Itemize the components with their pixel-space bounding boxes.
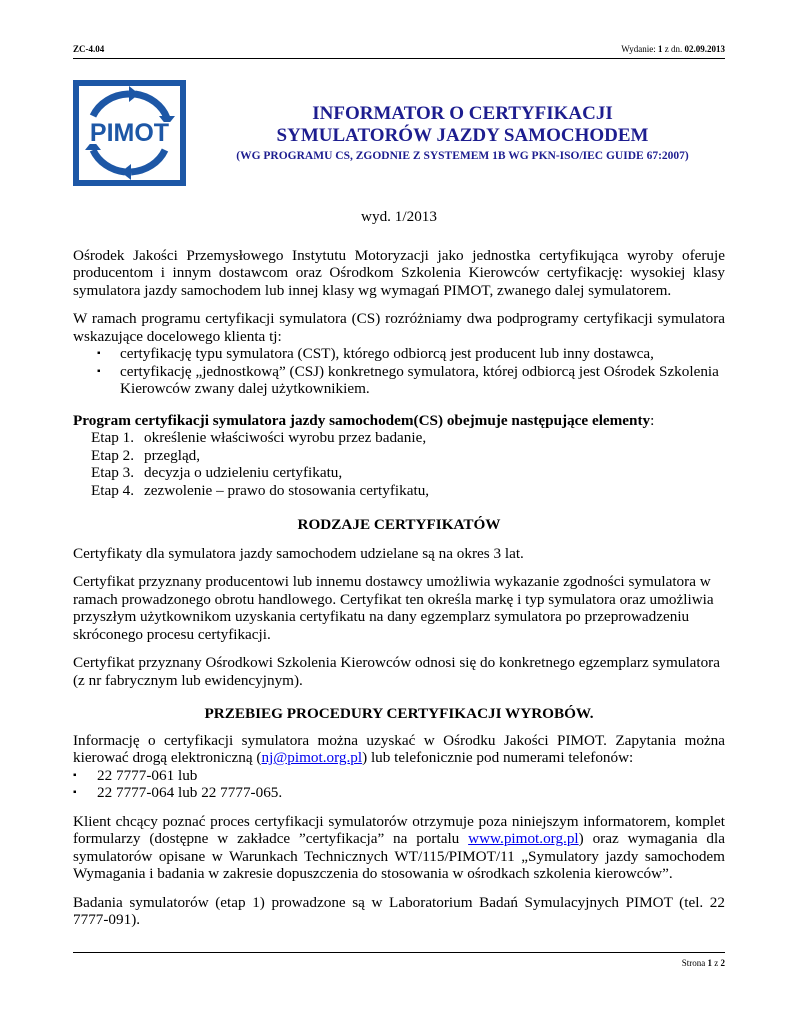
title-line-1: INFORMATOR O CERTYFIKACJI	[312, 103, 613, 124]
page-footer	[73, 952, 725, 971]
list-item: Etap 2. przegląd,	[91, 446, 201, 464]
title-line-3: (WG PROGRAMU CS, ZGODNIE Z SYSTEMEM 1B WG PKN-ISO/IEC GUIDE 67:2007)	[236, 150, 689, 162]
list-item: ▪ 22 7777-061 lub	[73, 766, 198, 784]
list-item: Etap 4. zezwolenie – prawo do stosowania certyfikatu,	[91, 481, 430, 499]
lab-paragraph: Badania symulatorów (etap 1) prowadzone są w Laboratorium Badań Symulacyjnych PIMOT (tel. 22 7777-091).	[73, 893, 725, 928]
page-number: Strona 1 z 2	[681, 958, 725, 968]
website-link[interactable]: www.pimot.org.pl	[468, 830, 579, 847]
page-header	[73, 44, 725, 59]
cert-types-p2: Certyfikat przyznany producentowi lub innemu dostawcy umożliwia wykazanie zgodności symulatora w ramach prowadzonego obrotu handlowego. Certyfikat ten określa markę i typ symulatora oraz umożliwia przyszłym użytkownikom uzyskania certyfikatu na dany egzemplarz symulatora po przeprowadzeniu skróconego procesu certyfikacji.	[73, 573, 714, 643]
stages-list	[73, 429, 725, 499]
phones-list	[73, 767, 725, 802]
programs-list	[73, 345, 725, 398]
cert-types-p1: Certyfikaty dla symulatora jazdy samochodem udzielane są na okres 3 lat.	[73, 544, 524, 562]
list-item: ▪ 22 7777-064 lub 22 7777-065.	[73, 784, 283, 801]
document-body	[73, 208, 725, 929]
list-item: Etap 3. decyzja o udzieleniu certyfikatu,	[91, 464, 343, 481]
edition-info: Wydanie: 1 z dn. 02.09.2013	[621, 44, 725, 54]
cert-types-p3: Certyfikat przyznany Ośrodkowi Szkolenia Kierowców odnosi się do konkretnego egzemplarz symulatora (z nr fabrycznym lub ewidencyjnym).	[73, 654, 720, 689]
contact-paragraph: Informację o certyfikacji symulatora można uzyskać w Ośrodku Jakości PIMOT. Zapytania można kierować drogą elektroniczną (nj@pimot.org.pl) lub telefonicznie pod numerami telefonów:	[73, 731, 725, 766]
doc-code: ZC-4.04	[73, 44, 105, 54]
list-item: ▪ certyfikację „jednostkową” (CSJ) konkretnego symulatora, której odbiorcą jest Ośrodek Szkolenia Kierowców zwany dalej użytkownikiem.	[97, 362, 719, 397]
programs-intro: W ramach programu certyfikacji symulatora (CS) rozróżniamy dwa podprogramy certyfikacji symulatora wskazujące docelowego klienta tj:	[73, 310, 725, 345]
email-link[interactable]: nj@pimot.org.pl	[261, 749, 363, 766]
logo-text: PIMOT	[89, 119, 170, 147]
edition-line: wyd. 1/2013	[361, 208, 437, 225]
section-heading-procedure: PRZEBIEG PROCEDURY CERTYFIKACJI WYROBÓW.	[204, 705, 594, 722]
section-heading-cert-types: RODZAJE CERTYFIKATÓW	[297, 516, 501, 533]
list-item: Etap 1. określenie właściwości wyrobu przez badanie,	[91, 429, 427, 446]
document-title	[200, 103, 725, 164]
client-paragraph: Klient chcący poznać proces certyfikacji symulatorów otrzymuje poza niniejszym informatorem, komplet formularzy (dostępne w zakładce ”certyfikacja” na portalu www.pimot.org.pl) oraz wymagania dla symulatorów opisane w Warunkach Technicznych WT/115/PIMOT/11 „Symulatory jazdy samochodem Wymagania i badania w zakresie dopuszczenia do stosowania w ośrodkach szkolenia kierowców”.	[73, 812, 725, 882]
intro-paragraph: Ośrodek Jakości Przemysłowego Instytutu Motoryzacji jako jednostka certyfikująca wyroby oferuje producentom i innym dostawcom oraz Ośrodkom Szkolenia Kierowców certyfikację: wysokiej klasy symulatora jazdy samochodem lub innej klasy wg wymagań PIMOT, zwanego dalej symulatorem.	[73, 246, 725, 299]
pimot-logo	[73, 80, 186, 186]
list-item: ▪ certyfikację typu symulatora (CST), którego odbiorcą jest producent lub inny dostawca,	[97, 345, 654, 362]
program-heading: Program certyfikacji symulatora jazdy samochodem(CS) obejmuje następujące elementy:	[73, 411, 655, 429]
title-line-2: SYMULATORÓW JAZDY SAMOCHODEM	[276, 125, 649, 146]
